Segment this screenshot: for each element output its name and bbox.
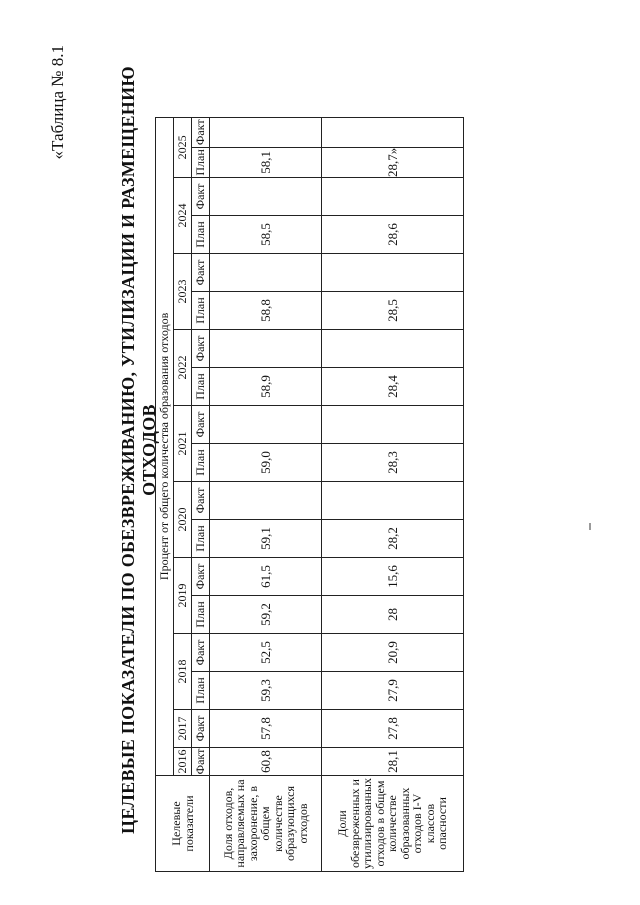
table-cell: 28,3 bbox=[322, 444, 464, 482]
fact-header: Факт bbox=[192, 482, 210, 520]
fact-header: Факт bbox=[192, 117, 210, 147]
group-header: Процент от общего количества образования отходов bbox=[156, 117, 174, 775]
year-header: 2017 bbox=[174, 710, 192, 748]
table-cell: 27,8 bbox=[322, 710, 464, 748]
table-cell: 58,9 bbox=[210, 368, 322, 406]
table-cell bbox=[210, 406, 322, 444]
plan-header: План bbox=[192, 520, 210, 558]
plan-header: План bbox=[192, 368, 210, 406]
table-cell: 28,4 bbox=[322, 368, 464, 406]
table-cell: 58,5 bbox=[210, 216, 322, 254]
fact-header: Факт bbox=[192, 254, 210, 292]
table-cell: 28,5 bbox=[322, 292, 464, 330]
table-cell: 59,1 bbox=[210, 520, 322, 558]
table-cell bbox=[322, 406, 464, 444]
table-cell bbox=[210, 330, 322, 368]
year-header: 2025 bbox=[174, 117, 192, 177]
targets-table bbox=[155, 117, 464, 872]
year-header: 2020 bbox=[174, 482, 192, 558]
year-header: 2016 bbox=[174, 748, 192, 776]
header-row-plan-fact bbox=[192, 117, 210, 871]
fact-header: Факт bbox=[192, 710, 210, 748]
table-cell bbox=[322, 178, 464, 216]
year-header: 2021 bbox=[174, 406, 192, 482]
table-cell bbox=[210, 482, 322, 520]
table-cell: 28,7» bbox=[322, 147, 464, 177]
fact-header: Факт bbox=[192, 178, 210, 216]
table-cell: 28 bbox=[322, 596, 464, 634]
table-cell: 57,8 bbox=[210, 710, 322, 748]
fact-header: Факт bbox=[192, 558, 210, 596]
table-cell: 59,2 bbox=[210, 596, 322, 634]
plan-header: План bbox=[192, 672, 210, 710]
table-cell: 20,9 bbox=[322, 634, 464, 672]
year-header: 2019 bbox=[174, 558, 192, 634]
year-header: 2023 bbox=[174, 254, 192, 330]
table-cell bbox=[210, 117, 322, 147]
header-row-group bbox=[156, 117, 174, 871]
fact-header: Факт bbox=[192, 406, 210, 444]
fact-header: Факт bbox=[192, 748, 210, 776]
row-label: Доля отходов, направляемых на захоронение, в общем количестве образующихся отходов bbox=[210, 776, 322, 872]
plan-header: План bbox=[192, 596, 210, 634]
plan-header: План bbox=[192, 444, 210, 482]
table-cell bbox=[322, 330, 464, 368]
table-cell: 28,1 bbox=[322, 748, 464, 776]
table-cell: 15,6 bbox=[322, 558, 464, 596]
table-cell bbox=[210, 254, 322, 292]
year-header: 2018 bbox=[174, 634, 192, 710]
table-cell: 61,5 bbox=[210, 558, 322, 596]
table-cell: 28,6 bbox=[322, 216, 464, 254]
table-number-label: «Таблица № 8.1 bbox=[48, 45, 67, 160]
table-cell: 59,0 bbox=[210, 444, 322, 482]
table-cell: 60,8 bbox=[210, 748, 322, 776]
document-title: ЦЕЛЕВЫЕ ПОКАЗАТЕЛИ ПО ОБЕЗВРЕЖИВАНИЮ, УТИЛИЗАЦИИ И РАЗМЕЩЕНИЮ ОТХОДОВ bbox=[118, 66, 159, 834]
table-cell: 58,1 bbox=[210, 147, 322, 177]
plan-header: План bbox=[192, 216, 210, 254]
fact-header: Факт bbox=[192, 634, 210, 672]
plan-header: План bbox=[192, 147, 210, 177]
year-header: 2022 bbox=[174, 330, 192, 406]
table-cell bbox=[210, 178, 322, 216]
header-row-years bbox=[174, 117, 192, 871]
table-cell bbox=[322, 482, 464, 520]
table-cell: 52,5 bbox=[210, 634, 322, 672]
table-cell: 58,8 bbox=[210, 292, 322, 330]
table-row bbox=[210, 117, 322, 871]
table-cell: 59,3 bbox=[210, 672, 322, 710]
corner-header: Целевые показатели bbox=[156, 776, 210, 872]
table-cell: 28,2 bbox=[322, 520, 464, 558]
fact-header: Факт bbox=[192, 330, 210, 368]
year-header: 2024 bbox=[174, 178, 192, 254]
table-cell: 27,9 bbox=[322, 672, 464, 710]
scan-mark bbox=[589, 523, 591, 530]
table-cell bbox=[322, 254, 464, 292]
table-cell bbox=[322, 117, 464, 147]
row-label: Доли обезвреженных и утилизированных отходов в общем количестве образованных отходов I-V классов опасности bbox=[322, 776, 464, 872]
table-row bbox=[322, 117, 464, 871]
plan-header: План bbox=[192, 292, 210, 330]
